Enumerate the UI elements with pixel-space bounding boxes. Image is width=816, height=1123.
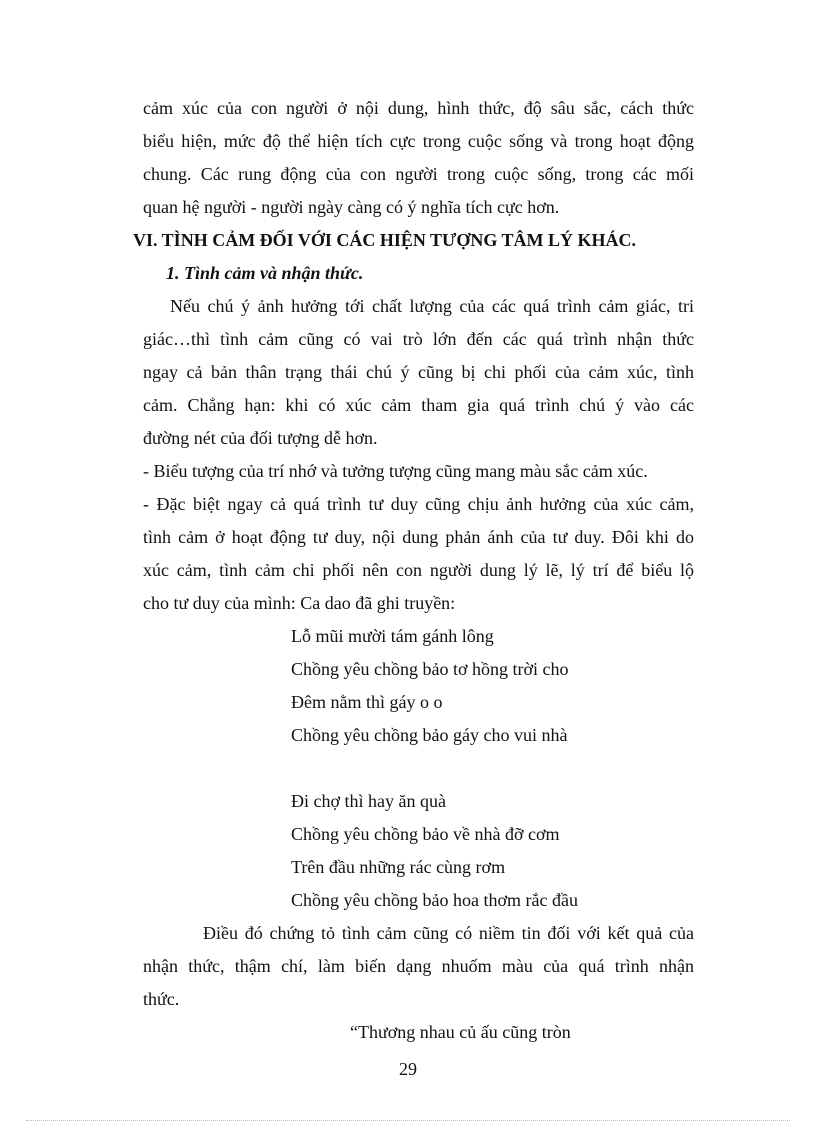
poem-line: Chồng yêu chồng bảo gáy cho vui nhà xyxy=(291,725,568,745)
paragraph-line: thức. xyxy=(143,989,180,1009)
paragraph-line: xúc cảm, tình cảm chi phối nên con người dung lý lẽ, lý trí để biểu lộ xyxy=(143,560,694,580)
paragraph-line: biểu hiện, mức độ thể hiện tích cực trong cuộc sống và trong hoạt động xyxy=(143,131,694,151)
paragraph-line: Điều đó chứng tỏ tình cảm cũng có niềm tin đối với kết quả của xyxy=(203,923,694,943)
paragraph-line: chung. Các rung động của con người trong cuộc sống, trong các mối xyxy=(143,164,694,184)
paragraph-line: cảm. Chẳng hạn: khi có xúc cảm tham gia quá trình chú ý vào các xyxy=(143,395,694,415)
bullet-item: - Đặc biệt ngay cả quá trình tư duy cũng chịu ảnh hưởng của xúc cảm, xyxy=(143,494,694,514)
bullet-item: - Biểu tượng của trí nhớ và tưởng tượng cũng mang màu sắc cảm xúc. xyxy=(143,461,648,481)
subheading: 1. Tình cảm và nhận thức. xyxy=(166,263,364,283)
paragraph-line: giác…thì tình cảm cũng có vai trò lớn đến các quá trình nhận thức xyxy=(143,329,694,349)
poem-line: Lỗ mũi mười tám gánh lông xyxy=(291,626,494,646)
page-number: 29 xyxy=(399,1059,417,1079)
paragraph-line: cảm xúc của con người ở nội dung, hình thức, độ sâu sắc, cách thức xyxy=(143,98,694,118)
paragraph-line: Nếu chú ý ảnh hưởng tới chất lượng của các quá trình cảm giác, tri xyxy=(170,296,694,316)
poem-line: Đêm nằm thì gáy o o xyxy=(291,692,443,712)
paragraph-line: tình cảm ở hoạt động tư duy, nội dung phản ánh của tư duy. Đôi khi do xyxy=(143,527,694,547)
page-bottom-rule xyxy=(26,1120,790,1121)
paragraph-line: quan hệ người - người ngày càng có ý nghĩa tích cực hơn. xyxy=(143,197,560,217)
paragraph-line: cho tư duy của mình: Ca dao đã ghi truyền: xyxy=(143,593,456,613)
section-heading: VI. TÌNH CẢM ĐỐI VỚI CÁC HIỆN TƯỢNG TÂM LÝ KHÁC. xyxy=(133,230,637,250)
quote-line: “Thương nhau củ ấu cũng tròn xyxy=(350,1022,571,1042)
paragraph-line: ngay cả bản thân trạng thái chú ý cũng bị chi phối của cảm xúc, tình xyxy=(143,362,694,382)
poem-line: Trên đầu những rác cùng rơm xyxy=(291,857,506,877)
poem-line: Chồng yêu chồng bảo hoa thơm rắc đầu xyxy=(291,890,578,910)
poem-line: Chồng yêu chồng bảo về nhà đỡ cơm xyxy=(291,824,560,844)
paragraph-line: đường nét của đối tượng dễ hơn. xyxy=(143,428,378,448)
poem-line: Đi chợ thì hay ăn quà xyxy=(291,791,446,811)
paragraph-line: nhận thức, thậm chí, làm biến dạng nhuốm màu của quá trình nhận xyxy=(143,956,694,976)
poem-line: Chồng yêu chồng bảo tơ hồng trời cho xyxy=(291,659,569,679)
